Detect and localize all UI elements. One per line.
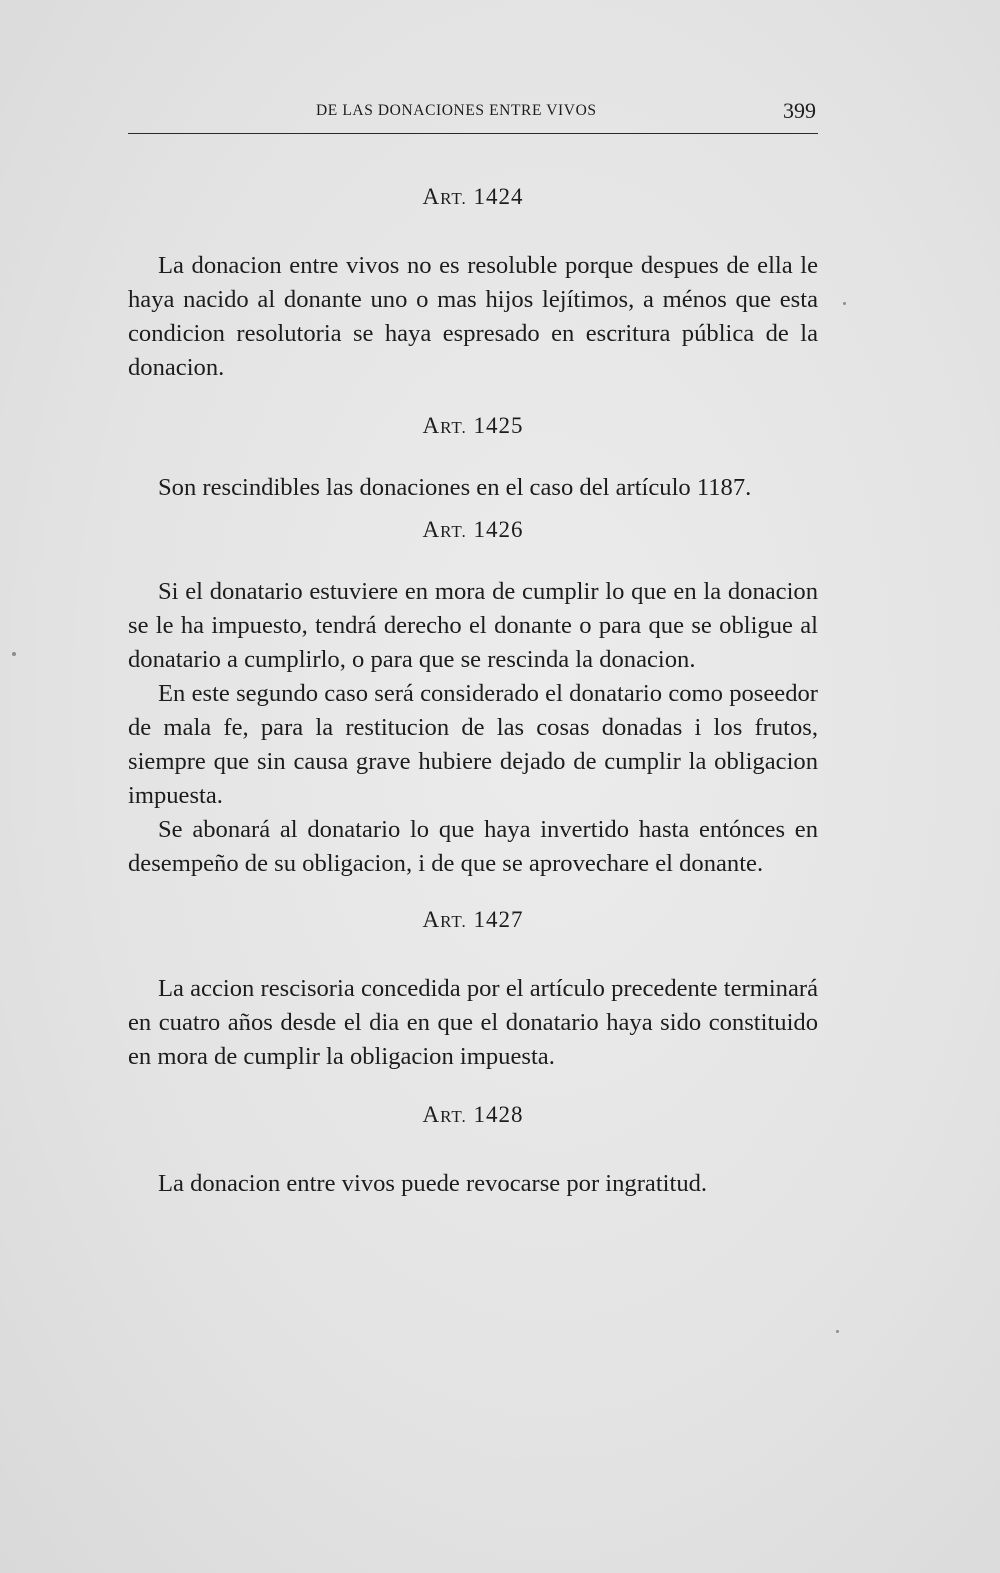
article-number: 1426 [473, 517, 524, 542]
article-abbrev-initial: A [422, 184, 441, 209]
article-1424 [128, 180, 818, 385]
article-heading [128, 1098, 818, 1132]
article-abbrev-rest: RT. [440, 418, 467, 437]
page-number: 399 [783, 98, 816, 123]
scan-speck [836, 1330, 839, 1333]
article-abbrev-rest: RT. [440, 912, 467, 931]
article-number: 1425 [473, 413, 524, 438]
article-abbrev-rest: RT. [440, 522, 467, 541]
article-abbrev-initial: A [422, 1102, 441, 1127]
scan-speck [12, 652, 16, 656]
article-abbrev-initial: A [422, 907, 441, 932]
page-body [128, 180, 818, 1201]
article-heading [128, 513, 818, 547]
article-1425 [128, 409, 818, 505]
article-paragraph: Si el donatario estuviere en mora de cumplir lo que en la donacion se le ha impuesto, tendrá derecho el donante o para que se obligue al donatario a cumplirlo, o para que se rescinda la donacion. [128, 578, 818, 673]
header-rule [128, 133, 818, 134]
article-abbrev-rest: RT. [440, 189, 467, 208]
article-1428 [128, 1098, 818, 1201]
article-abbrev-initial: A [422, 413, 441, 438]
article-paragraph: Son rescindibles las donaciones en el caso del artículo 1187. [158, 474, 752, 501]
article-number: 1428 [473, 1102, 524, 1127]
article-abbrev-rest: RT. [440, 1107, 467, 1126]
article-abbrev-initial: A [422, 517, 441, 542]
scan-speck [843, 302, 846, 305]
article-paragraph: Se abonará al donatario lo que haya invertido hasta entónces en desempeño de su obligacion, i de que se aprovechare el donante. [128, 816, 818, 877]
article-paragraph: En este segundo caso será considerado el donatario como poseedor de mala fe, para la restitucion de las cosas donadas i los frutos, siempre que sin causa grave hubiere dejado de cumplir la obligacion impuesta. [128, 680, 818, 809]
article-paragraph: La accion rescisoria concedida por el artículo precedente terminará en cuatro años desde el dia en que el donatario haya sido constituido en mora de cumplir la obligacion impuesta. [128, 975, 818, 1070]
article-1427 [128, 903, 818, 1074]
article-paragraph: La donacion entre vivos no es resoluble porque despues de ella le haya nacido al donante uno o mas hijos lejítimos, a ménos que esta condicion resolutoria se haya espresado en escritura pública de la donacion. [128, 252, 818, 381]
article-1426 [128, 513, 818, 881]
article-number: 1427 [473, 907, 524, 932]
article-heading [128, 903, 818, 937]
running-head: DE LAS DONACIONES ENTRE VIVOS [316, 102, 597, 119]
page-header [128, 100, 818, 130]
article-heading [128, 180, 818, 214]
article-paragraph: La donacion entre vivos puede revocarse por ingratitud. [158, 1170, 708, 1197]
article-number: 1424 [473, 184, 524, 209]
article-heading [128, 409, 818, 443]
